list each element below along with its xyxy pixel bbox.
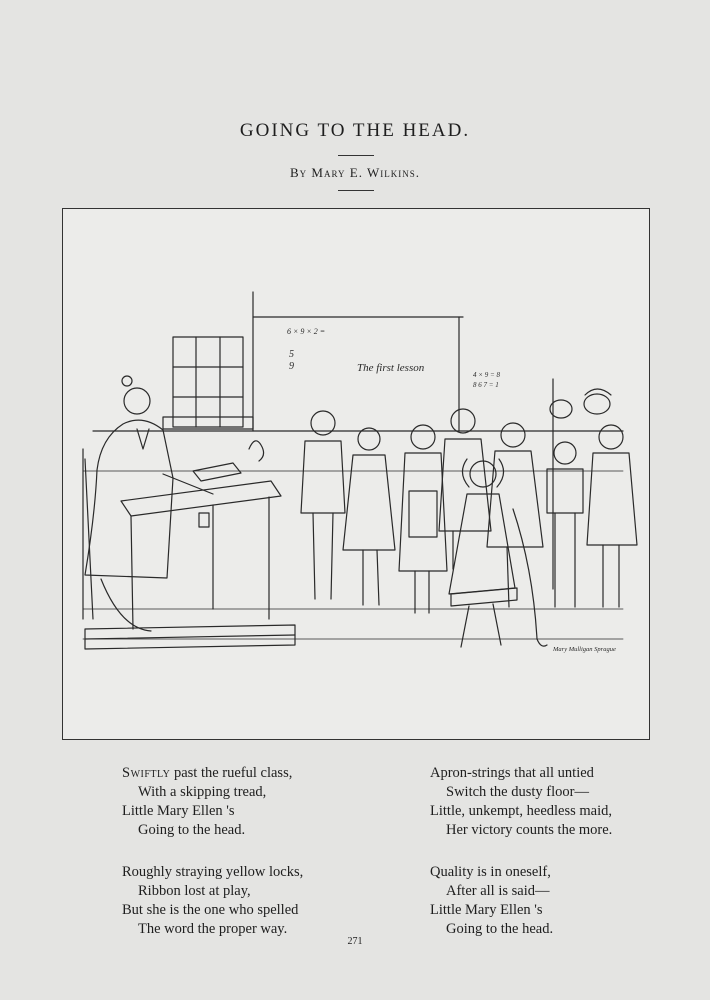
poem-line: But she is the one who spelled — [122, 902, 299, 918]
page-number: 271 — [347, 936, 363, 947]
blackboard — [287, 327, 500, 389]
svg-text:9: 9 — [289, 361, 294, 372]
poem-line: Ribbon lost at play, — [138, 883, 251, 899]
poem-line: With a skipping tread, — [138, 784, 267, 800]
byline-rule — [338, 190, 374, 191]
window — [163, 337, 253, 429]
poem-stanza-2 — [122, 863, 303, 939]
poem-stanza-4 — [430, 863, 553, 939]
title-rule — [338, 155, 374, 156]
classroom-illustration — [62, 208, 650, 740]
poem-line: Little Mary Ellen 's — [122, 803, 235, 819]
svg-text:6 × 9 × 2 =: 6 × 9 × 2 = — [287, 327, 326, 336]
classroom-wall — [83, 292, 623, 639]
article-byline: By Mary E. Wilkins. — [290, 165, 420, 180]
poem-stanza-1 — [122, 764, 292, 840]
students — [301, 409, 637, 613]
poem-line: Swiftly past the rueful class, — [122, 765, 293, 781]
blackboard-text: The first lesson — [357, 362, 425, 374]
poem-line: Little Mary Ellen 's — [430, 902, 543, 918]
poem-line: After all is said— — [446, 883, 550, 899]
poem-line: The word the proper way. — [138, 921, 288, 937]
hanging-hats — [550, 389, 611, 418]
poem-stanza-3 — [430, 764, 612, 840]
svg-text:5: 5 — [289, 349, 294, 360]
drop-word: Swiftly — [122, 765, 171, 781]
poem-line: Roughly straying yellow locks, — [122, 864, 304, 880]
teacher-desk — [121, 441, 281, 629]
poem-line: Going to the head. — [138, 822, 246, 838]
poem-line: Her victory counts the more. — [446, 822, 613, 838]
poem-line: Quality is in oneself, — [430, 864, 551, 880]
poem-line: Going to the head. — [446, 921, 554, 937]
svg-text:8 6 7 = 1: 8 6 7 = 1 — [473, 381, 499, 389]
poem-line: Apron-strings that all untied — [430, 765, 594, 781]
poem-line: Switch the dusty floor— — [446, 784, 589, 800]
mary-ellen — [449, 459, 547, 647]
article-title: GOING TO THE HEAD. — [239, 120, 471, 141]
platform — [85, 625, 295, 649]
poem-line: Little, unkempt, heedless maid, — [430, 803, 613, 819]
svg-text:4 × 9 = 8: 4 × 9 = 8 — [473, 371, 500, 379]
artist-signature: Mary Mulligan Sprague — [553, 646, 616, 653]
teacher — [83, 376, 213, 631]
